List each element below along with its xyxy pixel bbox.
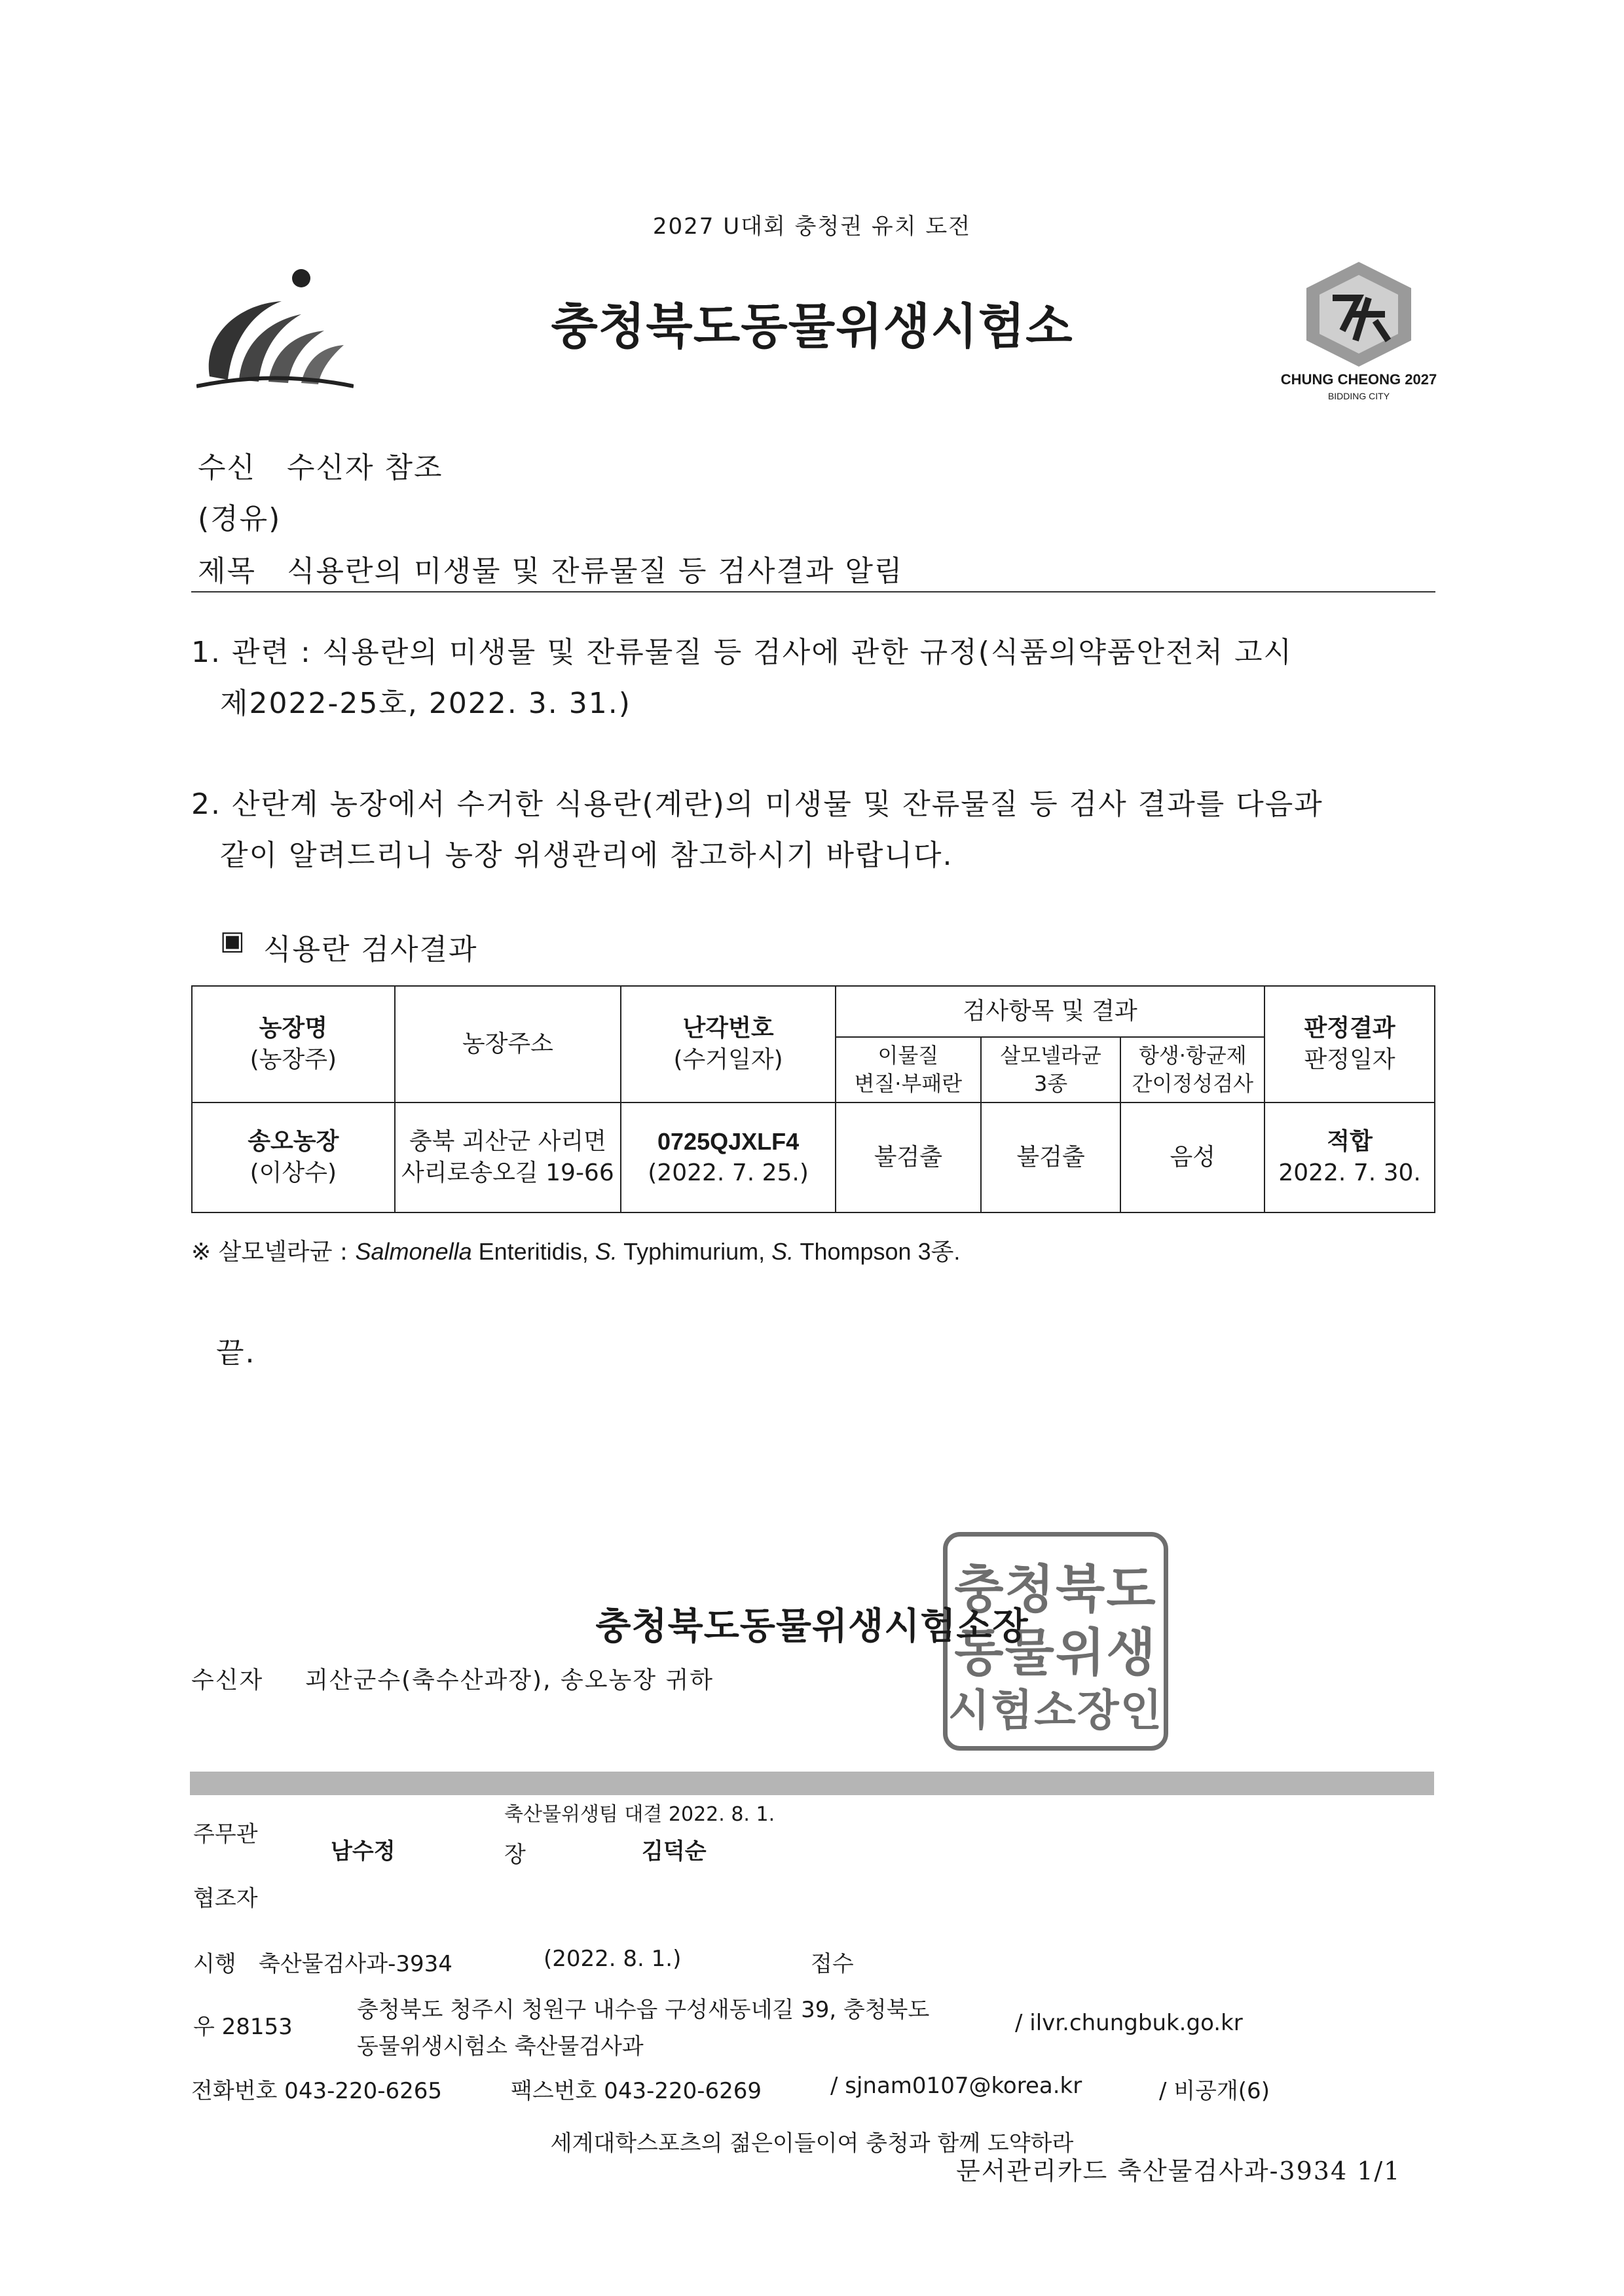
campaign-slogan: 2027 U대회 충청권 유치 도전 — [652, 213, 972, 240]
cell-farm — [192, 1102, 395, 1212]
header-item2-line2: 3종 — [1033, 1071, 1068, 1097]
seal-line-2: 동물위생 — [954, 1624, 1157, 1683]
end-mark: 끝. — [216, 1336, 256, 1370]
header-collection-date: (수거일자) — [673, 1046, 783, 1074]
address-line-1: 충청북도 청주시 청원구 내수읍 구성새동네길 39, 충청북도 — [357, 1997, 930, 2023]
farm-address-line2: 사리로송오길 19-66 — [401, 1159, 614, 1187]
team-decision-info: 축산물위생팀 대결 2022. 8. 1. — [504, 1803, 775, 1826]
cell-egg-number — [621, 1102, 836, 1212]
execution-date: (2022. 8. 1.) — [544, 1946, 682, 1972]
note-species-2: S. — [595, 1238, 618, 1265]
section-title: 식용란 검사결과 — [263, 933, 478, 966]
recipients-label: 수신자 — [191, 1667, 264, 1694]
cell-address — [395, 1102, 621, 1212]
subject-label: 제목 — [198, 555, 257, 588]
cell-result — [1264, 1102, 1435, 1212]
paragraph-2-line-2: 같이 알려드리니 농장 위생관리에 참고하시기 바랍니다. — [220, 839, 953, 872]
cell-item1: 불검출 — [836, 1102, 981, 1212]
disclosure-status: / 비공개(6) — [1159, 2078, 1270, 2104]
paragraph-2-line-1: 2. 산란계 농장에서 수거한 식용란(계란)의 미생물 및 잔류물질 등 검사 결과를 다음과 — [191, 788, 1323, 821]
results-table — [191, 985, 1435, 1213]
header-farm-owner: (농장주) — [249, 1046, 337, 1074]
note-text-3: Thompson 3종. — [794, 1238, 961, 1265]
farm-name: 송오농장 — [248, 1127, 339, 1155]
subject-divider — [191, 591, 1435, 592]
header-item-salmonella — [981, 1037, 1121, 1102]
execution-label: 시행 — [193, 1951, 236, 1977]
recipient-value: 수신자 참조 — [287, 451, 443, 484]
phone-number: 전화번호 043-220-6265 — [191, 2078, 443, 2104]
header-item1-line2: 변질·부패란 — [854, 1071, 963, 1097]
footer-slogan: 세계대학스포츠의 젊은이들이여 충청과 함께 도약하라 — [550, 2130, 1074, 2157]
result-value: 적합 — [1327, 1127, 1373, 1155]
cell-item3: 음성 — [1120, 1102, 1264, 1212]
section-marker-icon: ▣ — [220, 926, 246, 956]
via-label: (경유) — [198, 502, 282, 536]
subject-value: 식용란의 미생물 및 잔류물질 등 검사결과 알림 — [287, 555, 904, 588]
head-label: 장 — [504, 1842, 526, 1868]
result-date: 2022. 7. 30. — [1278, 1159, 1421, 1187]
paragraph-1-line-1: 1. 관련 : 식용란의 미생물 및 잔류물질 등 검사에 관한 규정(식품의약품안전처 고시 — [191, 636, 1293, 669]
recipient-label: 수신 — [198, 451, 257, 484]
egg-number: 0725QJXLF4 — [657, 1127, 800, 1155]
approval-divider-bar — [190, 1772, 1434, 1795]
document-card-reference: 문서관리카드 축산물검사과-3934 1/1 — [956, 2157, 1401, 2185]
header-item-foreign-matter — [836, 1037, 981, 1102]
hexagon-emblem-icon — [1280, 259, 1437, 370]
drafter-label: 주무관 — [193, 1821, 258, 1848]
note-text-1: Enteritidis, — [471, 1238, 595, 1265]
event-logo — [1280, 259, 1437, 409]
header-farm — [192, 986, 395, 1102]
note-text-2: Typhimurium, — [617, 1238, 772, 1265]
head-name: 김덕순 — [642, 1838, 707, 1865]
header-farm-name: 농장명 — [259, 1014, 327, 1042]
postal-code: 우 28153 — [193, 2014, 293, 2040]
email-link[interactable]: / sjnam0107@korea.kr — [830, 2073, 1082, 2099]
seal-line-1: 충청북도 — [954, 1560, 1157, 1619]
cooperator-label: 협조자 — [193, 1886, 258, 1912]
header-item2-line1: 살모넬라균 — [1000, 1043, 1101, 1068]
table-row — [192, 1102, 1435, 1212]
fax-number: 팩스번호 043-220-6269 — [511, 2078, 762, 2104]
header-item1-line1: 이물질 — [877, 1043, 939, 1068]
signature-title: 충청북도동물위생시험소장 — [595, 1605, 1029, 1648]
paragraph-1-line-2: 제2022-25호, 2022. 3. 31.) — [220, 687, 631, 720]
website-link[interactable]: / ilvr.chungbuk.go.kr — [1015, 2010, 1243, 2036]
header-address: 농장주소 — [395, 986, 621, 1102]
organization-title: 충청북도동물위생시험소 — [551, 299, 1073, 355]
header-egg-number — [621, 986, 836, 1102]
header-item-antibiotics — [1120, 1037, 1264, 1102]
header-result — [1264, 986, 1435, 1102]
recipients-value: 괴산군수(축수산과장), 송오농장 귀하 — [305, 1667, 714, 1694]
address-line-2: 동물위생시험소 축산물검사과 — [357, 2033, 644, 2060]
drafter-name: 남수정 — [331, 1838, 396, 1865]
execution-number: 축산물검사과-3934 — [259, 1951, 452, 1977]
header-test-items: 검사항목 및 결과 — [836, 986, 1264, 1037]
receipt-label: 접수 — [811, 1951, 854, 1977]
event-logo-text: CHUNG CHEONG 2027 — [1280, 371, 1437, 388]
farm-address-line1: 충북 괴산군 사리면 — [409, 1127, 606, 1155]
header-result-label: 판정결과 — [1304, 1014, 1395, 1042]
header-item3-line1: 항생·항균제 — [1138, 1043, 1247, 1068]
note-species-3: S. — [771, 1238, 794, 1265]
header-result-date: 판정일자 — [1304, 1046, 1395, 1074]
cell-item2: 불검출 — [981, 1102, 1121, 1212]
event-logo-subtext: BIDDING CITY — [1327, 391, 1390, 401]
header-egg-number-label: 난각번호 — [682, 1014, 774, 1042]
note-species-1: Salmonella — [355, 1238, 472, 1265]
note-prefix: ※ 살모넬라균 : — [191, 1239, 356, 1266]
salmonella-note — [191, 1233, 960, 1267]
header-item3-line2: 간이정성검사 — [1132, 1071, 1254, 1097]
seal-line-3: 시험소장인 — [948, 1685, 1164, 1736]
farm-owner: (이상수) — [249, 1159, 337, 1187]
collection-date: (2022. 7. 25.) — [648, 1159, 809, 1187]
